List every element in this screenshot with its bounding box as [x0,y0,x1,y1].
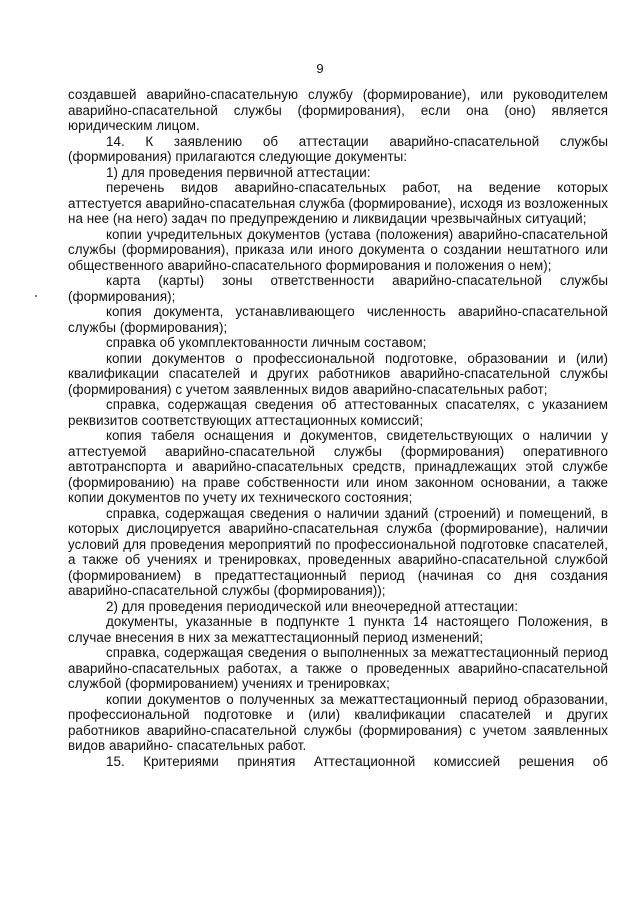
list-item-buildings-certificate: справка, содержащая сведения о наличии зданий (строений) и помещений, в которых дислоцируется аварийно-спасательная служба (формирование), наличии условий для проведения мероприятий по профессиональной подготовке спасателей, а также об учениях и тренировках, проведенных аварийно-спасательной службой (формированием) в предаттестационный период (начиная со дня создания аварийно-спасательной службы (формирования)); [68,505,608,598]
subitem-periodic-attestation: 2) для проведения периодической или внеочередной аттестации: [106,598,519,614]
subitem-primary-attestation: 1) для проведения первичной аттестации: [106,164,371,180]
list-item-training-documents: копии документов о профессиональной подготовке, образовании и (или) квалификации спасателей и других работников аварийно-спасательной службы (формирования) с учетом заявленных видов аварийно-спасательных работ; [68,350,608,397]
list-item-founding-documents: копии учредительных документов (устава (положения) аварийно-спасательной службы (формирования), приказа или иного документа о создании нештатного или общественного аварийно-спасательного формирования и положения о нем); [68,226,608,273]
list-item-equipment-table: копия табеля оснащения и документов, свидетельствующих о наличии у аттестуемой аварийно-спасательной службы (формирования) оперативного автотранспорта и аварийно-спасательных средств, принадлежащих этой службе (формированию) на праве собственности или ином законном основании, а также копии документов по учету их технического состояния; [68,428,608,505]
list-item-works-list: перечень видов аварийно-спасательных работ, на ведение которых аттестуется аварийно-спасательная служба (формирование), исходя из возложенных на нее (на него) задач по предупреждению и ликвидации чрезвычайных ситуаций; [68,180,608,226]
document-body [68,87,608,769]
list-item-certified-rescuers: справка, содержащая сведения об аттестованных спасателях, с указанием реквизитов соответствующих аттестационных комиссий; [68,397,608,428]
page-number: 9 [316,61,324,76]
scan-margin-mark [35,295,37,297]
list-item-completed-works: справка, содержащая сведения о выполненных за межаттестационный период аварийно-спасательных работах, а также о проведенных аварийно-спасательной службой (формированием) учениях и тренировках; [68,645,608,691]
list-item-staffing-certificate: справка об укомплектованности личным составом; [106,335,427,350]
list-item-changed-documents: документы, указанные в подпункте 1 пункта 14 настоящего Положения, в случае внесения в них за межаттестационный период изменений; [68,614,608,645]
list-item-education-documents: копии документов о полученных за межаттестационный период образовании, профессиональной подготовке и (или) квалификации спасателей и других работников аварийно-спасательной службы (формирования) с учетом заявленных видов аварийно- спасательных работ. [68,691,608,753]
paragraph-continuation: создавшей аварийно-спасательную службу (формирование), или руководителем аварийно-спасательной службы (формирования), если она (оно) является юридическим лицом. [68,87,608,133]
list-item-responsibility-map: карта (карты) зоны ответственности аварийно-спасательной службы (формирования); [68,273,608,304]
paragraph-item-14: 14. К заявлению об аттестации аварийно-спасательной службы (формирования) прилагаются следующие документы: [68,133,608,164]
list-item-headcount-document: копия документа, устанавливающего численность аварийно-спасательной службы (формирования); [68,304,608,335]
paragraph-item-15: 15. Критериями принятия Аттестационной комиссией решения об [106,753,608,769]
